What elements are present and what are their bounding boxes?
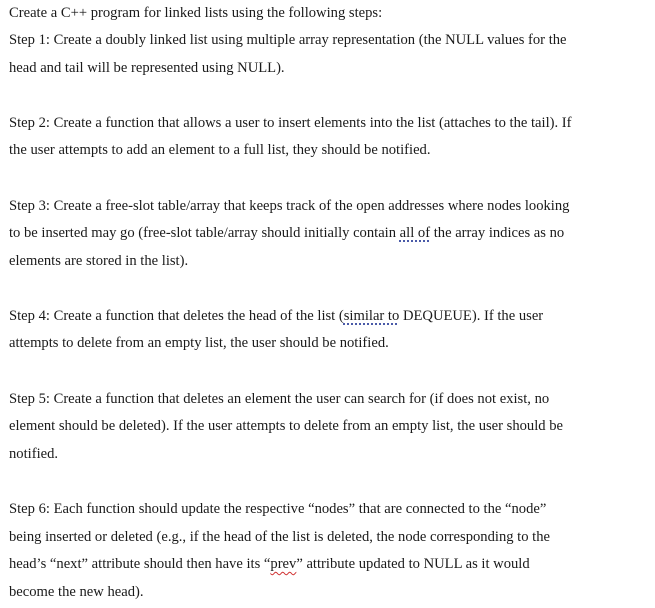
step-3-text-after: the array indices as no — [430, 225, 565, 241]
step-3-text-before: to be inserted may go (free-slot table/array should initially contain — [9, 225, 400, 241]
step-4-line-2: attempts to delete from an empty list, the user should be notified. — [9, 335, 389, 351]
step-2-line-1: Step 2: Create a function that allows a user to insert elements into the list (attaches to the tail). If — [9, 115, 572, 131]
step-3-line-3: elements are stored in the list). — [9, 253, 189, 269]
grammar-suggestion-mark[interactable]: similar to — [343, 308, 400, 324]
step-5-line-1: Step 5: Create a function that deletes an element the user can search for (if does not exist, no — [9, 391, 550, 407]
intro-line: Create a C++ program for linked lists using the following steps: — [9, 5, 383, 21]
step-6-text-after: ” attribute updated to NULL as it would — [296, 556, 530, 572]
step-4-text-after: DEQUEUE). If the user — [399, 308, 544, 324]
step-5-line-3: notified. — [9, 446, 59, 462]
spelling-error-mark[interactable]: prev — [270, 556, 297, 572]
step-3-line-1: Step 3: Create a free-slot table/array that keeps track of the open addresses where nodes looking — [9, 198, 570, 214]
step-1-line-2: head and tail will be represented using NULL). — [9, 60, 285, 76]
step-6-line-2: being inserted or deleted (e.g., if the head of the list is deleted, the node corresponding to the — [9, 529, 551, 545]
step-4-text-before: Step 4: Create a function that deletes the head of the list ( — [9, 308, 344, 324]
grammar-suggestion-mark[interactable]: all of — [399, 225, 431, 241]
step-6-line-3 — [9, 555, 530, 573]
step-5-line-2: element should be deleted). If the user attempts to delete from an empty list, the user should be — [9, 418, 563, 434]
step-6-line-4: become the new head). — [9, 584, 144, 600]
step-1-line-1: Step 1: Create a doubly linked list using multiple array representation (the NULL values for the — [9, 32, 567, 48]
step-4-line-1 — [9, 307, 543, 325]
step-2-line-2: the user attempts to add an element to a full list, they should be notified. — [9, 142, 431, 158]
step-6-text-before: head’s “next” attribute should then have its “ — [9, 556, 271, 572]
step-3-line-2 — [9, 224, 564, 242]
step-6-line-1: Step 6: Each function should update the respective “nodes” that are connected to the “node” — [9, 501, 547, 517]
